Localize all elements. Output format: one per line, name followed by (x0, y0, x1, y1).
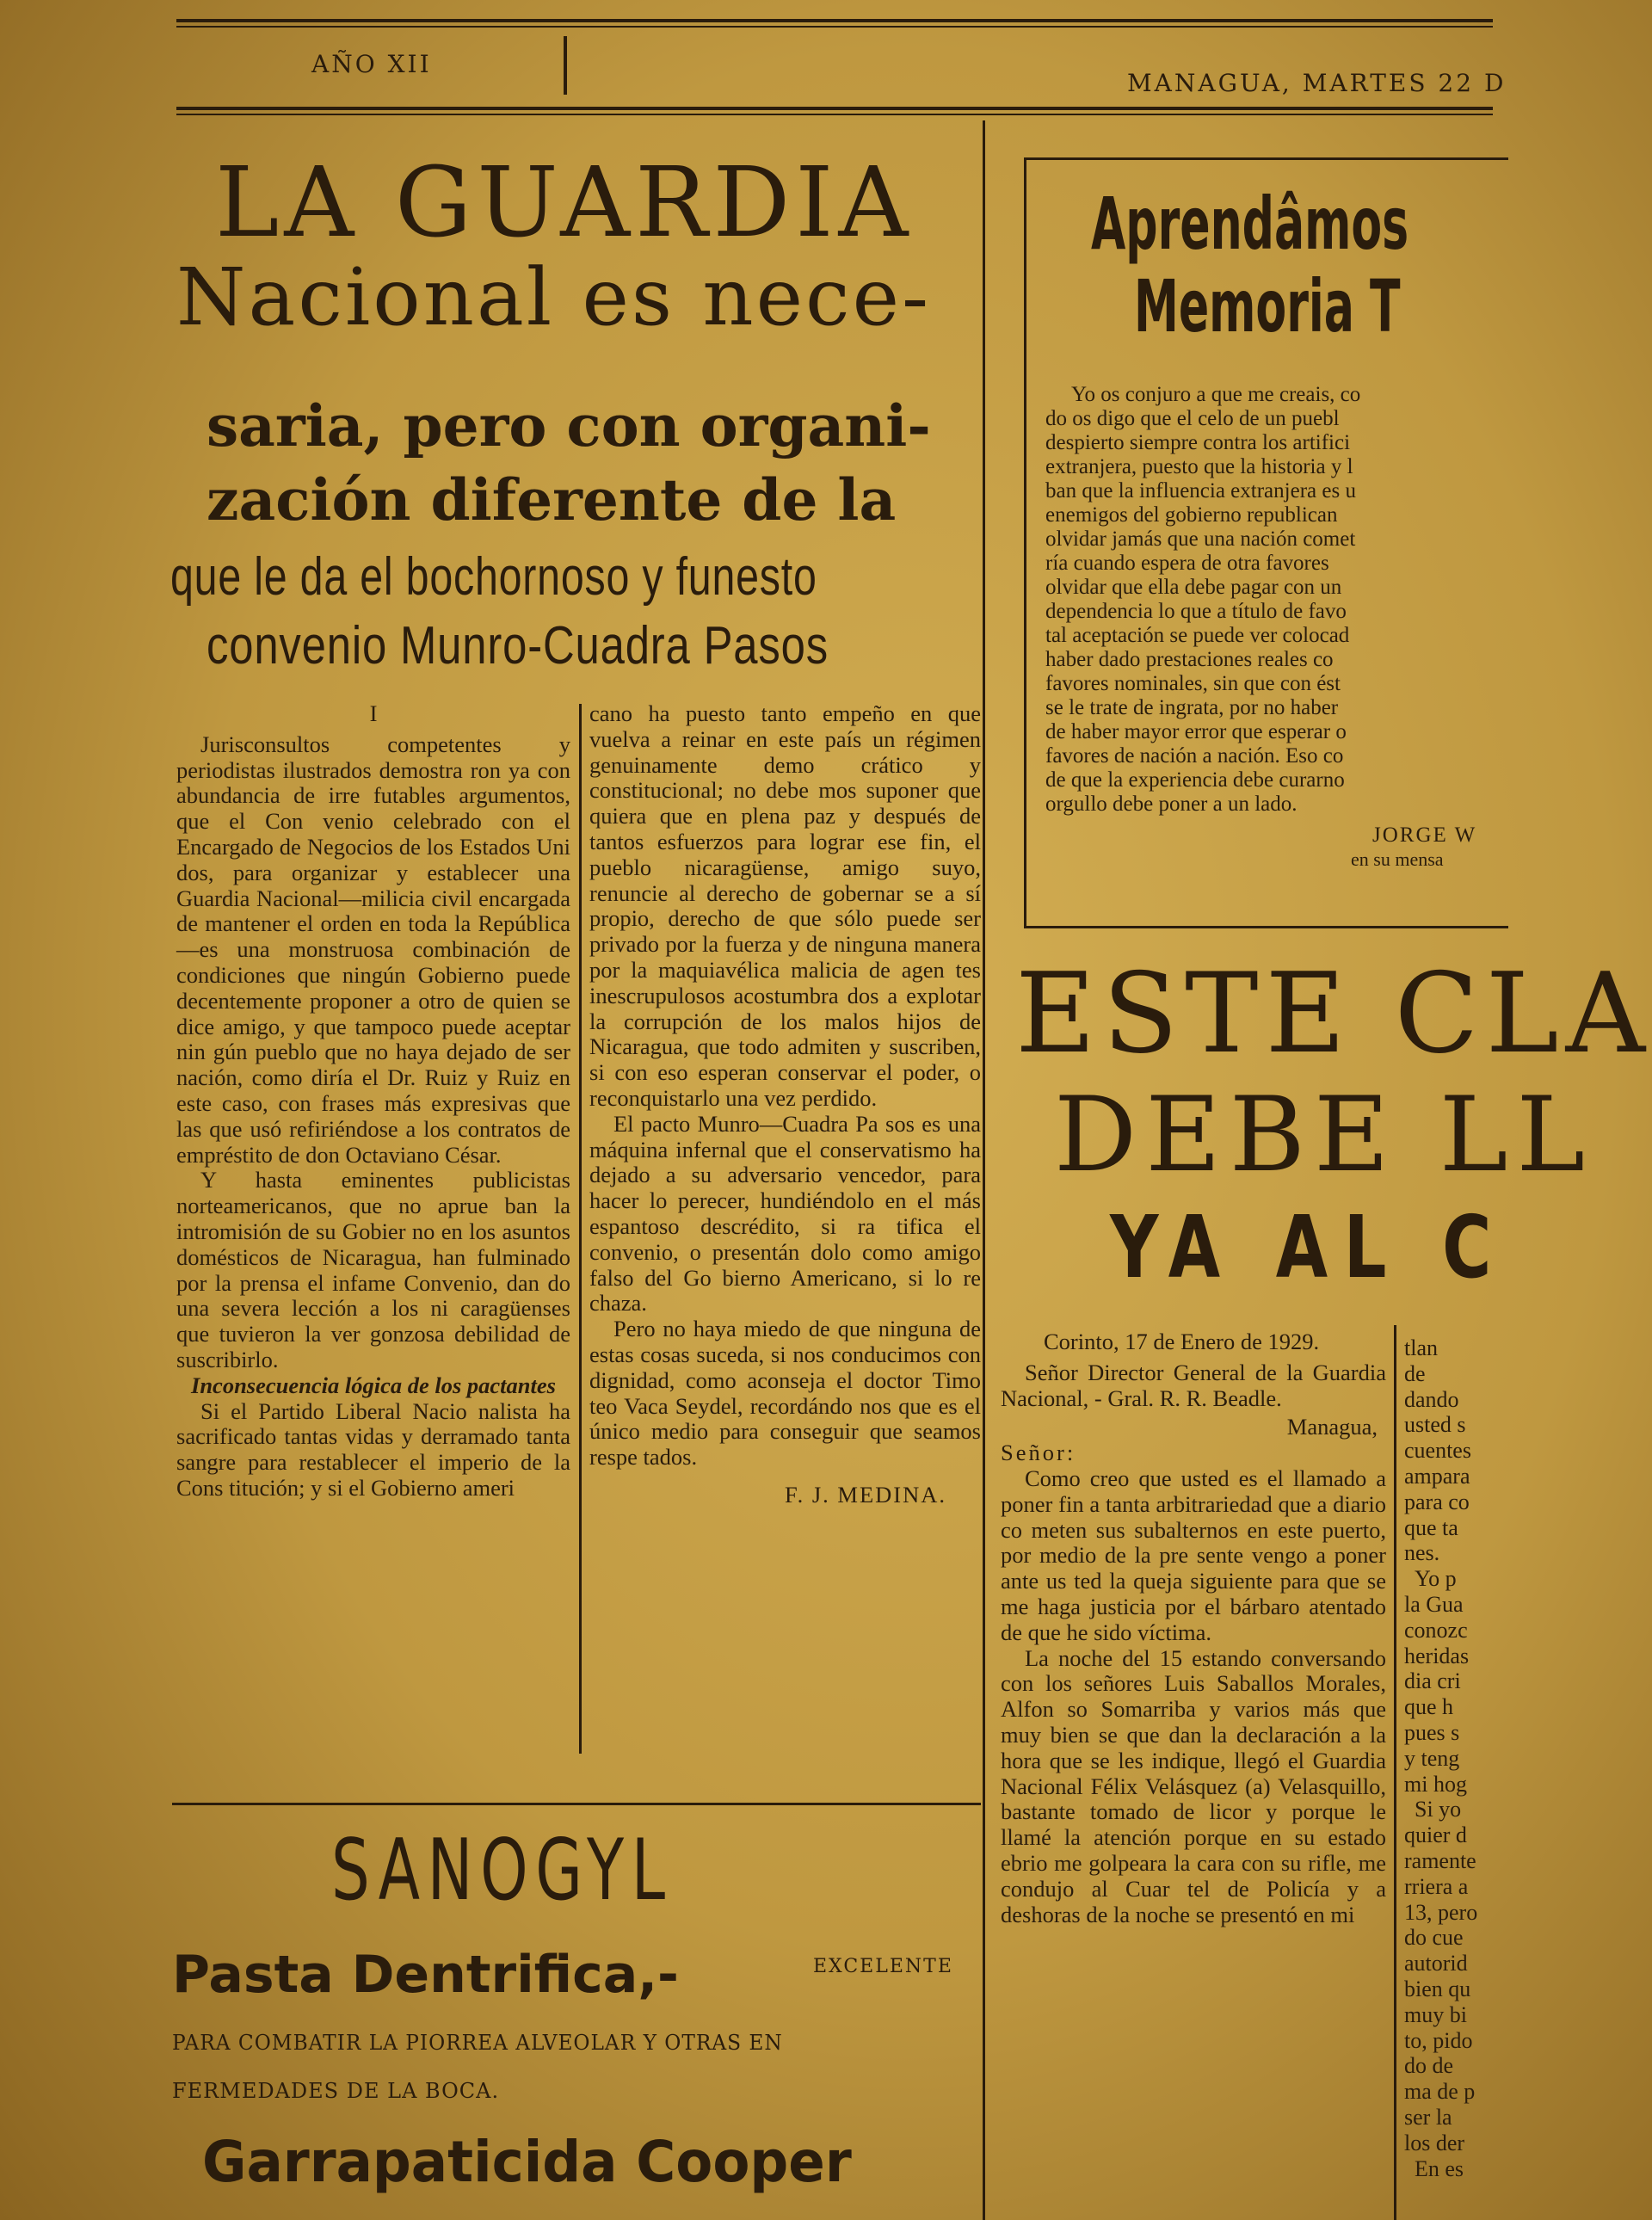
main-headline-line-2: Nacional es nece- (176, 251, 932, 343)
boxed-line-15: de haber mayor error que esperar o (1045, 720, 1347, 743)
fragment-line: que h (1404, 1694, 1454, 1720)
fragment-line: do cue (1404, 1925, 1464, 1951)
page-column-divider (983, 120, 985, 2220)
boxed-line-14: se le trate de ingrata, por no haber (1045, 696, 1339, 719)
boxed-author: JORGE W (1372, 823, 1477, 847)
fragment-line: to, pido (1404, 2027, 1473, 2053)
masthead-bottom-rule (176, 107, 1493, 110)
masthead-bottom-rule-thin (176, 114, 1493, 115)
fragment-line: En es (1415, 2155, 1464, 2181)
fragment-line: mi hog (1404, 1771, 1467, 1797)
ad-brand: SANOGYL (331, 1822, 673, 1920)
col2-paragraph-3: Pero no haya miedo de que ninguna de estas cosas suceda, si nos conducimos con dignidad, como aconseja el doctor Timo teo Vaca Seydel, recordándo nos que es el único medio para conseguir que seamos respe tados. (589, 1316, 981, 1471)
right-column-fragments (1404, 1335, 1493, 2220)
fragment-line: y teng (1404, 1745, 1460, 1771)
masthead-divider (564, 36, 567, 95)
fragment-line: ampara (1404, 1463, 1470, 1489)
col2-paragraph-2: El pacto Munro—Cuadra Pa sos es una máquina infernal que el conservatismo ha dejado a su adversario vencedor, para hacer lo perecer, hundiéndolo en el más espantoso descrédito, si ra tifica el convenio, o presentán dolo como amigo falso del Go bierno Americano, si lo re chaza. (589, 1110, 981, 1317)
ad-product: Pasta Dentrifica,- (172, 1945, 679, 2005)
fragment-line: bien qu (1404, 1976, 1471, 2001)
fragment-line: 13, pero (1404, 1899, 1478, 1925)
fragment-line: heridas (1404, 1643, 1470, 1668)
boxed-line-11: tal aceptación se puede ver colocad (1045, 624, 1350, 647)
col2-paragraph-1: cano ha puesto tanto empeño en que vuelva a reinar en este país un régimen genuinamente demo crático y constitucional; no debe mos suponer que quiera que en plena paz y después de tantos esfuerzos para lograr ese fin, el pueblo nicaragüense, amigo suyo, renuncie al derecho de gobernar se a sí propio, derecho de que sólo puede ser privado por la fuerza y de ninguna manera por la maquiavélica malicia de agen tes inescrupulosos acostumbra dos a explotar la corrupción de los malos hijos de Nicaragua, que todo admiten y suscriben, si con eso esperan conservar el poder, o reconquistarlo una vez perdido. (589, 700, 981, 1111)
fragment-line: rriera a (1404, 1873, 1469, 1899)
masthead-year: AÑO XII (311, 50, 432, 78)
fragment-line: de (1404, 1360, 1426, 1386)
main-headline-line-6: convenio Munro-Cuadra Pasos (206, 616, 829, 675)
masthead-city-date: MANAGUA, MARTES 22 D (1127, 69, 1507, 97)
fragment-line: que ta (1404, 1514, 1458, 1540)
letter-addressee: Señor Director General de la Guardia Nacional, - Gral. R. R. Beadle. (1001, 1359, 1386, 1411)
boxed-line-18: orgullo debe poner a un lado. (1045, 792, 1298, 816)
fragment-line: nes. (1404, 1540, 1440, 1566)
fragment-line: ramente (1404, 1847, 1476, 1873)
boxed-line-9: olvidar que ella debe pagar con un (1045, 576, 1342, 599)
right-article-column-divider (1394, 1325, 1396, 2220)
boxed-line-1: Yo os conjuro a que me creais, co (1071, 383, 1361, 406)
masthead-top-rule (176, 19, 1493, 22)
boxed-line-17: de que la experiencia debe curarno (1045, 768, 1345, 792)
fragment-line: usted s (1404, 1412, 1466, 1438)
boxed-line-8: ría cuando espera de otra favores (1045, 552, 1329, 575)
ad-top-rule (172, 1803, 981, 1805)
main-article-column-2 (589, 701, 981, 1508)
main-headline-line-1: LA GUARDIA (215, 147, 914, 259)
fragment-line: para co (1404, 1489, 1470, 1514)
fragment-line: cuentes (1404, 1438, 1471, 1464)
fragment-line: conozc (1404, 1617, 1468, 1643)
fragment-line: ser la (1404, 2104, 1452, 2130)
letter-paragraph-1: Como creo que usted es el llamado a poner fin a tanta arbitrariedad que a diario co meten sus subalternos en este puerto, por medio de la pre sente vengo a poner ante us ted la queja siguiente para que se me haga justicia por el bárbaro atentado de que he sido víctima. (1001, 1465, 1386, 1645)
letter-dateline: Corinto, 17 de Enero de 1929. (1044, 1329, 1320, 1354)
fragment-line: tlan (1404, 1335, 1438, 1360)
letter-salutation: Señor: (1001, 1440, 1076, 1466)
right-headline-line-2: DEBE LL (1054, 1076, 1594, 1195)
fragment-line: do de (1404, 2053, 1454, 2079)
fragment-line: la Gua (1404, 1591, 1464, 1617)
boxed-line-12: haber dado prestaciones reales co (1045, 648, 1334, 671)
masthead-top-rule-thin (176, 26, 1493, 28)
fragment-line: muy bi (1404, 2001, 1467, 2027)
fragment-line: ma de p (1404, 2079, 1476, 2105)
col1-paragraph-3: Si el Partido Liberal Nacio nalista ha sacrificado tantas vidas y derramado tanta sangre para restablecer el imperio de la Cons titución; y si el Gobierno ameri (176, 1397, 570, 1501)
section-number: I (369, 700, 378, 726)
ad-line-2: FERMEDADES DE LA BOCA. (172, 2079, 500, 2103)
col1-subheading: Inconsecuencia lógica de los pactantes (191, 1372, 556, 1398)
boxed-title-line-1: Aprendâmos (1091, 182, 1409, 266)
main-column-divider (579, 704, 582, 1754)
fragment-line: autorid (1404, 1951, 1468, 1976)
boxed-line-5: ban que la influencia extranjera es u (1045, 479, 1356, 503)
main-article-column-1 (176, 701, 570, 1502)
fragment-line: Yo p (1415, 1566, 1457, 1592)
boxed-line-2: do os digo que el celo de un puebl (1045, 407, 1340, 430)
article-signature: F. J. MEDINA. (784, 1481, 946, 1508)
boxed-line-10: dependencia lo que a título de favo (1045, 600, 1347, 623)
main-headline-line-3: saria, pero con organi- (206, 392, 931, 459)
main-headline-line-4: zación diferente de la (206, 466, 897, 533)
fragment-line: pues s (1404, 1719, 1460, 1745)
boxed-title-line-2: Memoria T (1134, 264, 1401, 348)
boxed-line-16: favores de nación a nación. Eso co (1045, 744, 1344, 768)
boxed-line-6: enemigos del gobierno republican (1045, 503, 1338, 527)
letter-city: Managua, (1286, 1414, 1378, 1440)
boxed-line-13: favores nominales, sin que con ést (1045, 672, 1341, 695)
right-headline-line-3: YA AL C (1110, 1197, 1508, 1298)
col1-paragraph-1: Jurisconsultos competentes y periodistas ilustrados demostra ron ya con abundancia de irre futables argumentos, que el Con venio celebrado con el Encargado de Negocios de los Estados Uni dos, para organizar y establecer una Guardia Nacional—milicia civil encargada de mantener el orden en toda la República—es una monstruosa combinación de condiciones que ningún Gobierno puede decentemente proponer a otro de quien se dice amigo, y que tampoco puede aceptar nin gún pueblo que no haya dejado de ser nación, como diría el Dr. Ruiz y Ruiz en este caso, con frases más expresivas que las que usó refiriéndose a los contratos de empréstito de don Octaviano César. (176, 731, 570, 1168)
letter-paragraph-2: La noche del 15 estando conversando con los señores Luis Saballos Morales, Alfon so Somarriba y varios más que muy bien se que dan la declaración a la hora que se les indique, llegó el Guardia Nacional Félix Velásquez (a) Velasquillo, bastante tomado de licor y porque le llamé la atención porque en su estado ebrio me golpeara la cara con su rifle, me condujo al Cuar tel de Policía y a deshoras de la noche se presentó en mi (1001, 1644, 1386, 1927)
col1-paragraph-2: Y hasta eminentes publicistas norteamericanos, que no aprue ban la intromisión de su Gobier no en los asuntos domésticos de Nicaragua, han fulminado por la prensa el infame Convenio, dan do una severa lección a los ni caragüenses que tuvieron la ver gonzosa debilidad de suscribirlo. (176, 1167, 570, 1372)
right-article-letter (1001, 1329, 1386, 2220)
ad-line-1: PARA COMBATIR LA PIORREA ALVEOLAR Y OTRAS EN (172, 2031, 783, 2055)
fragment-line: los der (1404, 2130, 1465, 2155)
boxed-article-text (1045, 383, 1493, 872)
boxed-line-3: despierto siempre contra los artifici (1045, 431, 1351, 454)
right-headline-line-1: ESTE CLA (1015, 950, 1652, 1078)
fragment-line: Si yo (1415, 1797, 1462, 1822)
ad-tagline: EXCELENTE (813, 1956, 953, 1977)
main-headline-line-5: que le da el bochornoso y funesto (170, 547, 817, 607)
fragment-line: dando (1404, 1386, 1459, 1412)
ad-product-2: Garrapaticida Cooper (202, 2129, 852, 2195)
fragment-line: quier d (1404, 1822, 1467, 1848)
boxed-line-7: olvidar jamás que una nación comet (1045, 527, 1356, 551)
boxed-line-4: extranjera, puesto que la historia y l (1045, 455, 1353, 478)
fragment-line: dia cri (1404, 1668, 1461, 1694)
boxed-author-note: en su mensa (1351, 848, 1444, 870)
